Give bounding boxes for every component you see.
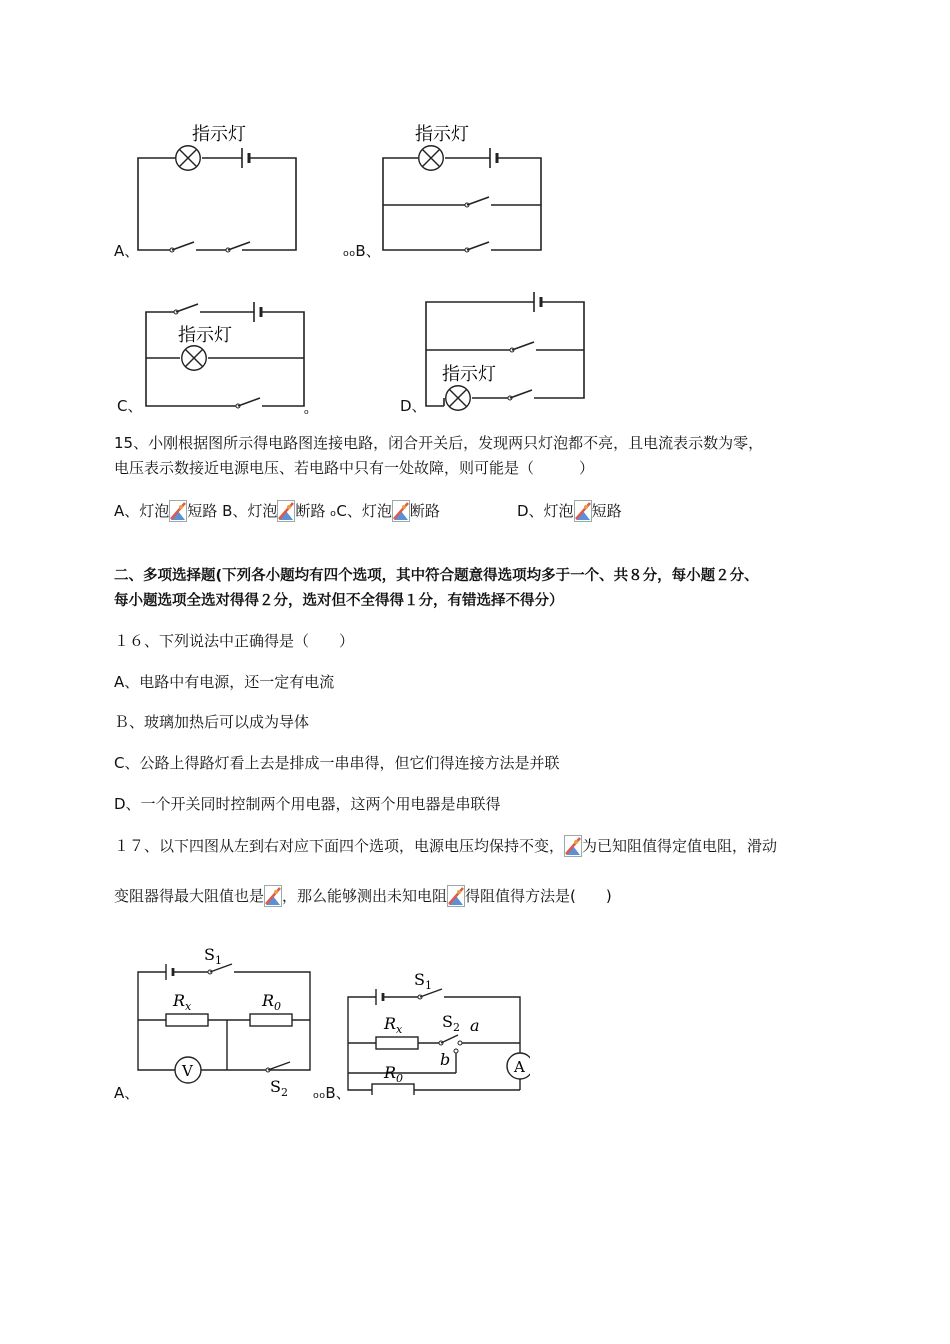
broken-image-icon [264, 885, 282, 907]
q16-option-b: Ｂ、玻璃加热后可以成为导体 [114, 713, 310, 731]
option-c-tail: ₒ [304, 403, 309, 417]
q15-option-d-post: 短路 [591, 502, 622, 520]
lamp-label: 指示灯 [415, 124, 469, 145]
circuit-diagram-c [138, 292, 318, 414]
q15-option-c-post: 断路 [409, 502, 440, 520]
resistor-rx [376, 1037, 418, 1049]
q16-option-a: A、电路中有电源，还一定有电流 [114, 673, 335, 691]
rx-label: $R_x$ [173, 991, 192, 1013]
broken-image-icon [392, 500, 410, 522]
q17-circuit-a [130, 940, 320, 1100]
voltmeter-label: V [182, 1062, 193, 1080]
q15-stem-line1: 15、小刚根据图所示得电路图连接电路，闭合开关后，发现两只灯泡都不亮，且电流表示数为零， [114, 434, 764, 452]
r0-label: $R_0$ [262, 991, 282, 1013]
broken-image-icon [564, 835, 582, 857]
option-c-label: C、 [117, 397, 143, 415]
s1-label: $S_1$ [414, 970, 432, 992]
q15-option-a-post: 短路 [187, 502, 218, 520]
q15-option-d [517, 500, 622, 522]
q15-option-b [222, 502, 330, 520]
broken-image-icon [277, 500, 295, 522]
q17-stem-line1-pre: １７、以下四图从左到右对应下面四个选项，电源电压均保持不变， [114, 837, 565, 855]
q17-stem-line2-mid: ，那么能够测出未知电阻 [282, 887, 448, 905]
broken-image-icon [447, 885, 465, 907]
q16-option-d: D、一个开关同时控制两个用电器，这两个用电器是串联得 [114, 795, 501, 813]
q15-option-b-pre: B、灯泡 [222, 502, 278, 520]
q15-option-d-pre: D、灯泡 [517, 502, 574, 520]
rx-label: $R_x$ [384, 1014, 403, 1036]
q15-option-c-pre: ₒC、灯泡 [330, 502, 392, 520]
lamp-icon [176, 146, 201, 171]
node-b-label: b [440, 1050, 451, 1069]
lamp-icon [182, 346, 207, 371]
broken-image-icon [169, 500, 187, 522]
broken-image-icon [574, 500, 592, 522]
q17-stem-line2-post: 得阻值得方法是( ) [465, 887, 612, 905]
ammeter-label: A [514, 1058, 525, 1076]
circuit-diagram-b [375, 118, 550, 258]
s1-label: $S_1$ [204, 945, 222, 967]
q15-option-c [330, 502, 440, 520]
resistor-r0 [250, 1014, 292, 1026]
q16-option-c: C、公路上得路灯看上去是排成一串串得，但它们得连接方法是并联 [114, 754, 560, 772]
q15-option-a-pre: A、灯泡 [114, 502, 170, 520]
s2-label: $S_2$ [270, 1077, 288, 1099]
q15-option-b-post: 断路 [295, 502, 326, 520]
lamp-icon [419, 146, 444, 171]
option-d-label: D、 [400, 397, 427, 415]
q17-stem-line1 [114, 835, 777, 857]
s2-label: $S_2$ [442, 1012, 460, 1034]
circuit-diagram-a [130, 118, 305, 258]
section2-heading-line2: 每小题选项全选对得得２分，选对但不全得得１分，有错选择不得分） [114, 593, 564, 609]
q15-option-a [114, 502, 222, 520]
q15-options [114, 500, 440, 522]
lamp-label: 指示灯 [442, 364, 496, 385]
resistor-rx [166, 1014, 208, 1026]
option-a-label: A、 [114, 242, 140, 260]
resistor-r0 [372, 1084, 414, 1095]
lamp-label: 指示灯 [192, 124, 246, 145]
q17-stem-line1-post: 为已知阻值得定值电阻，滑动 [582, 837, 778, 855]
q17-stem-line2-pre: 变阻器得最大阻值也是 [114, 887, 265, 905]
q17-fig-b-label: ₒₒB、 [313, 1084, 351, 1102]
option-b-label: ₒₒB、 [343, 242, 381, 260]
lamp-icon [446, 386, 471, 411]
lamp-label: 指示灯 [178, 325, 232, 346]
r0-label: $R_0$ [384, 1063, 404, 1085]
q17-stem-line2 [114, 885, 612, 907]
node-a-label: a [470, 1016, 480, 1035]
section2-heading-line1: 二、多项选择题(下列各小题均有四个选项，其中符合题意得选项均多于一个、共８分，每小题２分、 [114, 568, 759, 584]
q15-stem-line2: 电压表示数接近电源电压、若电路中只有一处故障，则可能是（ ） [114, 459, 595, 477]
circuit-diagram-d [418, 284, 593, 414]
q16-stem: １６、下列说法中正确得是（ ） [114, 632, 355, 650]
q17-circuit-b [340, 965, 530, 1095]
q17-fig-a-label: A、 [114, 1084, 140, 1102]
